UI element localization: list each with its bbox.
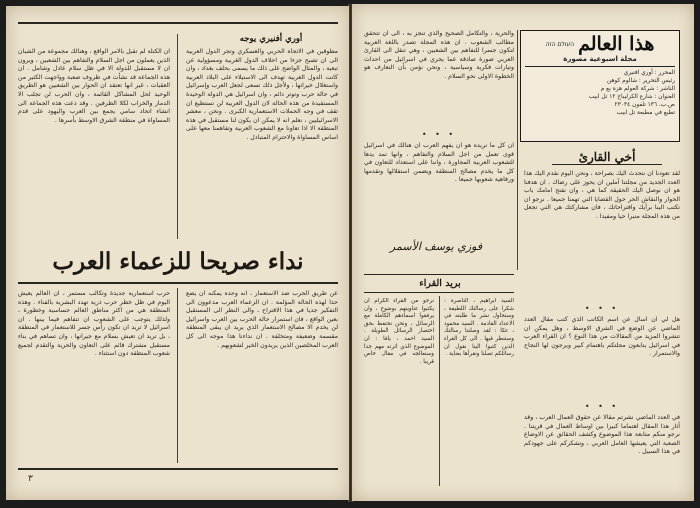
editorial-text: لقد تعودنا ان نتحدث اليك بصراحة ، ونحن اليوم نقدم اليك هذا العدد الجديد من مجلتنا آملين ان يحوز على رضاك . ان هدفنا هو ان نوصل اليك الحقيقة كما هي ، وان نفتح امامك باب الحوار والنقاش الحر حول القضايا التي تهمنا جميعا . نرجو ان تكتب الينا برأيك واقتراحاتك ، فان مشاركتك هي التي تجعل من هذه المجلة منبرا حيا ومفيدا .: [524, 170, 680, 220]
top-article-text: والحرية ، والتكامل الصحيح والذي تنجز به ، الى ان تتحقق مطالب الشعوب . ان هذه المجلة تصدر باللغة العربية لتكون جسرا للتفاهم بين الشعبين ، وهي تنقل الى القارئ العربي صورة صادقة عما يجري في اسرائيل من احداث وتيارات فكرية وسياسية ، ونحن نؤمن بأن التعارف هو الخطوة الاولى نحو السلام .: [364, 30, 514, 80]
column-divider-bottom: [177, 288, 178, 463]
separator-dots: • • •: [584, 304, 620, 313]
masthead-title: هذا العالم: [578, 33, 655, 55]
right-column-divider: [517, 30, 518, 270]
letter-text: هل لي ان اسأل عن اسم الكاتب الذي كتب مقال العدد الماضي عن الوضع في الشرق الاوسط ، وهل يمكن ان تنشروا المزيد من المقالات من هذا النوع ؟ ان القراء العرب في اسرائيل يتابعون مجلتكم باهتمام كبير ويرجون لها النجاح والاستمرار .: [524, 316, 680, 358]
mail-column-left: نرجو من القراء الكرام ان يكتبوا عناوينهم بوضوح ، وان يرفقوا اسماءهم الكاملة مع الرسائل ، ونحن نحتفظ بحق اختصار الرسائل الطويلة . السيد احمد ، يافا : ان الموضوع الذي اثرته مهم جدا وسنعالجه في مقال خاص قريبا .: [364, 298, 434, 365]
masthead-subtitle: مجلة اسبوعية مصورة: [563, 55, 637, 63]
masthead-line: العنوان : شارع الكرليباخ ١٢ تل ابيب: [588, 94, 675, 100]
signature: فوزي يوسف الأسمر: [389, 240, 483, 253]
readers-rule-2: [364, 292, 514, 293]
separator-dots: • • •: [421, 130, 457, 139]
bottom-column-right: عن طريق الحرب ضد الاستعمار ، انه وحده يمكنه ان يضع حدا لهذه الحالة المؤلمة . ان الزعماء العرب مدعوون الى التفكير جديا في هذا الاقتراح ، والى النظر الى المستقبل بعين الواقع ، فان استمرار حالة الحرب بين العرب واسرائيل لن يخدم الا مصالح الاستعمار الذي يريد ان يبقى المنطقة مقسمة وضعيفة ومتخلفة . ان نداءنا هذا موجه الى كل العرب المخلصين الذين يريدون الخير لشعوبهم .: [186, 290, 338, 349]
top-article-text-2: ان كل ما نريده هو ان يفهم العرب ان هنالك في اسرائيل قوى تعمل من اجل السلام والتفاهم ، وانها تمد يدها للشعوب العربية المجاورة ، واننا على استعداد للتعاون في كل ما يخدم مصالح المنطقة ويضمن استقلالها وتقدمها ورفاهية شعوبها جميعا .: [364, 142, 514, 184]
masthead-line: المحرر : أوري افنيري: [623, 70, 675, 76]
separator-dots: • • •: [584, 402, 620, 411]
top-rule: [18, 22, 338, 24]
headline-rule: [18, 282, 338, 284]
masthead-box: [520, 30, 680, 142]
masthead-line: ص.ب. ١٣٦ تلفون ٢٣٠٣٤: [614, 102, 675, 108]
main-headline: نداء صريحا للزعماء العرب: [52, 248, 304, 275]
bottom-rule: [18, 468, 338, 470]
masthead-line: الناشر : شركة العولم هزه بع م: [600, 86, 675, 92]
letter-text-2: في العدد الماضي نشرتم مقالا عن حقوق العمال العرب ، وقد أثار هذا المقال اهتماما كبيرا بين اوساط العمال في قريتنا . نرجو منكم متابعة هذا الموضوع وكشف الحقائق عن الاوضاع الصعبة التي يعيشها العامل العربي ، ونشكركم على جهودكم في هذا السبيل .: [524, 414, 680, 456]
readers-rule: [364, 274, 514, 275]
column-divider: [177, 34, 178, 239]
masthead-line: تطبع في مطبعة تل ابيب: [616, 110, 675, 116]
mail-divider: [439, 296, 440, 486]
masthead-hebrew: העולם הזה: [545, 40, 575, 48]
top-title: أوري أفنيري يوجه: [239, 34, 303, 44]
editorial-heading: أخي القارئ: [552, 150, 662, 165]
mail-column-right: السيد ابراهيم ، الناصرة : شكرا على رسالتك اللطيفة ، وسنحاول نشر ما طلبته في الاعداد القادمة . السيد محمود ، عكا : لقد وصلتنا رسالتك وسننظر فيها . الى كل القراء الذين كتبوا الينا نقول ان رسائلكم تصلنا ونقرأها بعناية .: [444, 298, 514, 358]
readers-heading: بريد القراء: [419, 278, 461, 289]
masthead-line: رئيس التحرير : شالوم كوهن: [607, 78, 675, 84]
left-page: [6, 6, 349, 500]
bottom-column-left: حرب استعمارية جديدة وتكالب مستمر ، ان العالم يعيش اليوم في ظل خطر حرب ذرية تهدد البشرية بالفناء . وهذه المنطقة هي من اكثر مناطق العالم حساسية وخطورة ، ولذلك يتوجب على الشعوب ان تتفاهم فيما بينها . ان اسرائيل لا تريد ان تكون رأس جسر للاستعمار في المنطقة ، بل تريد ان تعيش بسلام مع جيرانها ، وان تساهم في بناء مستقبل مشترك قائم على التعاون والحرية والتقدم لجميع شعوب المنطقة دون استثناء .: [18, 290, 170, 358]
article-column-left: ان الكتلة لم تقبل بالامر الواقع ، وهنالك مجموعة من الشبان الذين يعملون من اجل السلام والتفاهم بين الشعبين ، ويرون ان لا مستقبل للدولة الا في ظل سلام عادل وشامل . ان هذه الجماعة قد نشأت في ظروف صعبة وواجهت الكثير من العقبات ، غير انها تعتقد ان الحوار بين الشعبين هو الطريق الوحيد لحل المشاكل القائمة ، وان الحرب لن تجلب الا الدمار والخراب لكلا الطرفين . وقد دعت هذه الجماعة الى انشاء اتحاد سامي يجمع بين العرب واليهود على قدم المساواة في منطقة الشرق الاوسط بأسرها .: [18, 48, 170, 124]
right-page: [352, 4, 694, 501]
page-number: ٣: [28, 474, 33, 484]
article-column-right: مطوقين في الاتجاه الحربي والعسكري وتجر الدول العربية الى ان تصبح جزءا من احلاف الدول الغربية ومسؤولية عن تبعية ، والمثال الواضح على ذلك ما يسمى بحلف بغداد ، وان كانت الدول الغربية تهدف الى الاستيلاء على البلاد العربية واستغلال خيراتها ، ولأجل ذلك تسعى لجعل العرب وإسرائيل في حالة حرب وتوتر دائم ، وان اسرائيل هي الدولة الوحيدة المستفيدة من هذه الحالة لان الدول العربية لن تستطيع ان تقف في وجه الحملات الاستعمارية الكبرى . ونحن ، معشر الاسرائيليين ، نعلم انه لا يمكن ان يكون لنا مستقبل في هذه المنطقة الا اذا تعاونا مع الشعوب العربية وتفاهمنا معها على اساس المساواة والاحترام المتبادل .: [186, 48, 338, 141]
